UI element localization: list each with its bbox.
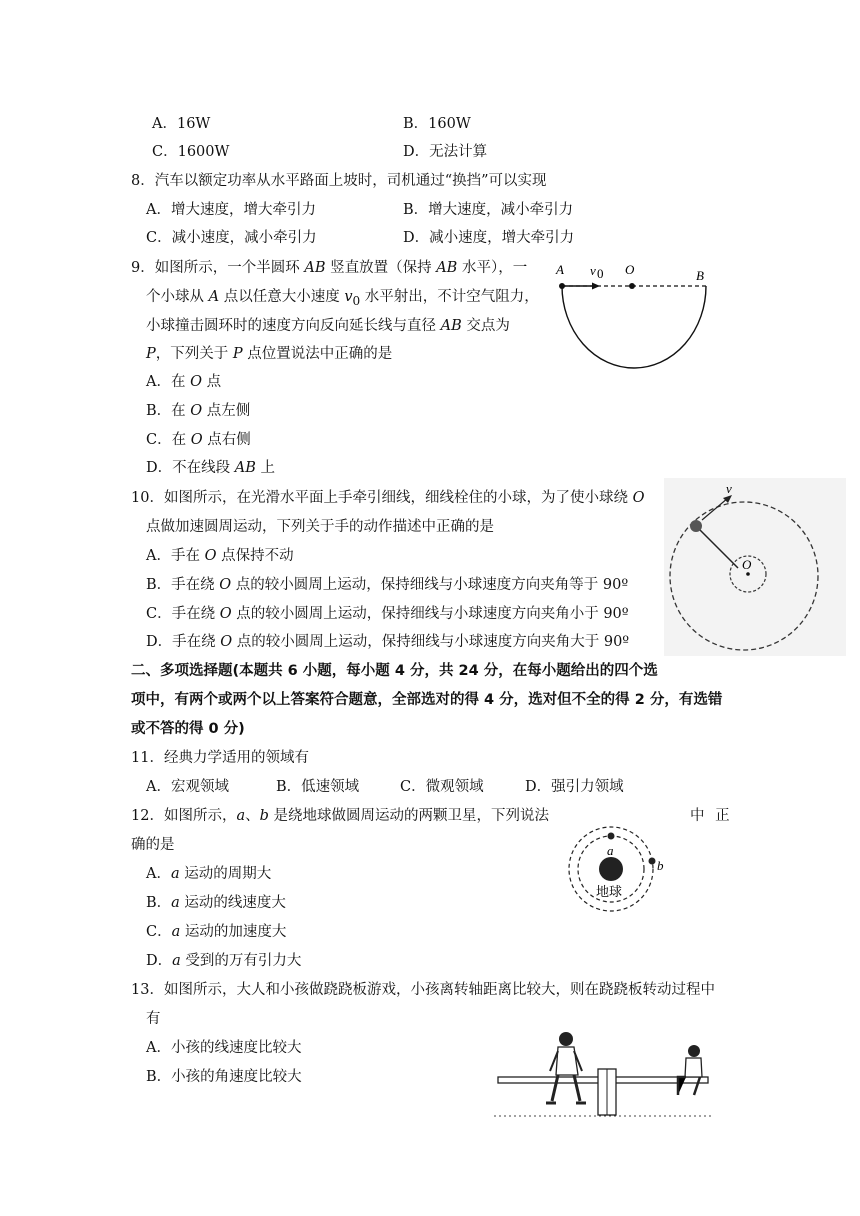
q9-option-b: B．在 O 点左侧 [146,403,251,419]
q13-option-b: B．小孩的角速度比较大 [146,1069,302,1085]
q13-stem-line1: 13．如图所示，大人和小孩做跷跷板游戏，小孩离转轴距离比较大，则在跷跷板转动过程中 [131,982,715,998]
q8-option-a: A．增大速度，增大牵引力 [146,202,316,218]
q9-stem-line3: 小球撞击圆环时的速度方向反向延长线与直径 AB 交点为 [146,318,510,334]
figure-background [664,478,846,656]
q12-option-d: D．a 受到的万有引力大 [146,953,302,969]
q9-stem-line4: P，下列关于 P 点位置说法中正确的是 [146,346,393,362]
q12-stem-line1: 12．如图所示，a、b 是绕地球做圆周运动的两颗卫星，下列说法 [131,808,550,824]
q10-circular-motion-figure [664,478,846,656]
q11-option-c: C．微观领域 [400,779,484,795]
fig-label-b: B [696,268,704,283]
child-figure-icon [678,1045,702,1095]
ball-dot [559,283,565,289]
q12-satellite-figure [566,824,668,914]
q9-option-a: A．在 O 点 [146,374,222,390]
fig-label-a: a [607,843,614,858]
section2-heading-line1: 二、多项选择题(本题共 6 小题，每小题 4 分，共 24 分，在每小题给出的四个选 [131,663,658,679]
q12-option-b: B．a 运动的线速度大 [146,895,286,911]
section2-heading-line3: 或不答的得 0 分) [131,721,245,737]
q7-option-b: B．160W [403,116,471,132]
q9-semicircle-figure [548,258,718,374]
q9-option-d: D．不在线段 AB 上 [146,460,275,476]
v0-arrowhead-icon [592,283,600,290]
fig-label-o: O [625,262,635,277]
q11-option-d: D．强引力领域 [525,779,624,795]
fig-label-v0: v [590,263,596,278]
q10-option-a: A．手在 O 点保持不动 [146,548,294,564]
q12-option-c: C．a 运动的加速度大 [146,924,287,940]
q10-stem-line2: 点做加速圆周运动，下列关于手的动作描述中正确的是 [146,519,494,535]
q10-option-c: C．手在绕 O 点的较小圆周上运动，保持细线与小球速度方向夹角小于 90º [146,606,629,622]
fig-label-a: A [556,262,564,277]
q10-option-d: D．手在绕 O 点的较小圆周上运动，保持细线与小球速度方向夹角大于 90º [146,634,630,650]
q13-option-a: A．小孩的线速度比较大 [146,1040,302,1056]
ball-icon [690,520,702,532]
q8-option-c: C．减小速度，减小牵引力 [146,230,317,246]
q13-seesaw-figure [494,1025,712,1119]
q7-option-c: C．1600W [152,144,230,160]
satellite-a-icon [608,833,615,840]
q8-option-b: B．增大速度，减小牵引力 [403,202,574,218]
earth-icon [599,857,623,881]
q7-option-a: A．16W [152,116,211,132]
q12-stem-line2: 确的是 [131,837,175,853]
fig-label-o: O [742,557,752,572]
q12-option-a: A．a 运动的周期大 [146,866,272,882]
q8-stem: 8．汽车以额定功率从水平路面上坡时，司机通过“换挡”可以实现 [131,173,547,189]
q8-option-d: D．减小速度，增大牵引力 [403,230,575,246]
fig-label-b: b [657,858,664,873]
satellite-b-icon [649,858,656,865]
q10-option-b: B．手在绕 O 点的较小圆周上运动，保持细线与小球速度方向夹角等于 90º [146,577,629,593]
q9-stem-line1: 9．如图所示，一个半圆环 AB 竖直放置（保持 AB 水平），一 [131,260,528,276]
q9-option-c: C．在 O 点右侧 [146,432,251,448]
section2-heading-line2: 项中，有两个或两个以上答案符合题意，全部选对的得 4 分，选对但不全的得 2 分，有选错 [131,692,723,708]
semicircle-arc [562,286,706,368]
center-o-dot [746,572,750,576]
q10-stem-line1: 10．如图所示，在光滑水平面上手牵引细线，细线栓住的小球，为了使小球绕 O [131,490,645,506]
q7-option-d: D．无法计算 [403,144,488,160]
q11-option-b: B．低速领域 [276,779,360,795]
fig-label-v: v [726,481,732,496]
q11-option-a: A．宏观领域 [146,779,229,795]
q9-stem-line2: 个小球从 A 点以任意大小速度 $v_0$ 水平射出，不计空气阻力， [146,289,539,308]
fig-label-earth: 地球 [596,885,623,900]
q11-stem: 11．经典力学适用的领域有 [131,750,309,766]
fig-label-v0-sub: 0 [597,266,604,281]
q12-stem-end: 中 正 [690,808,730,824]
center-o-dot [629,283,635,289]
q13-stem-line2: 有 [146,1011,161,1027]
adult-figure-icon [546,1032,586,1103]
